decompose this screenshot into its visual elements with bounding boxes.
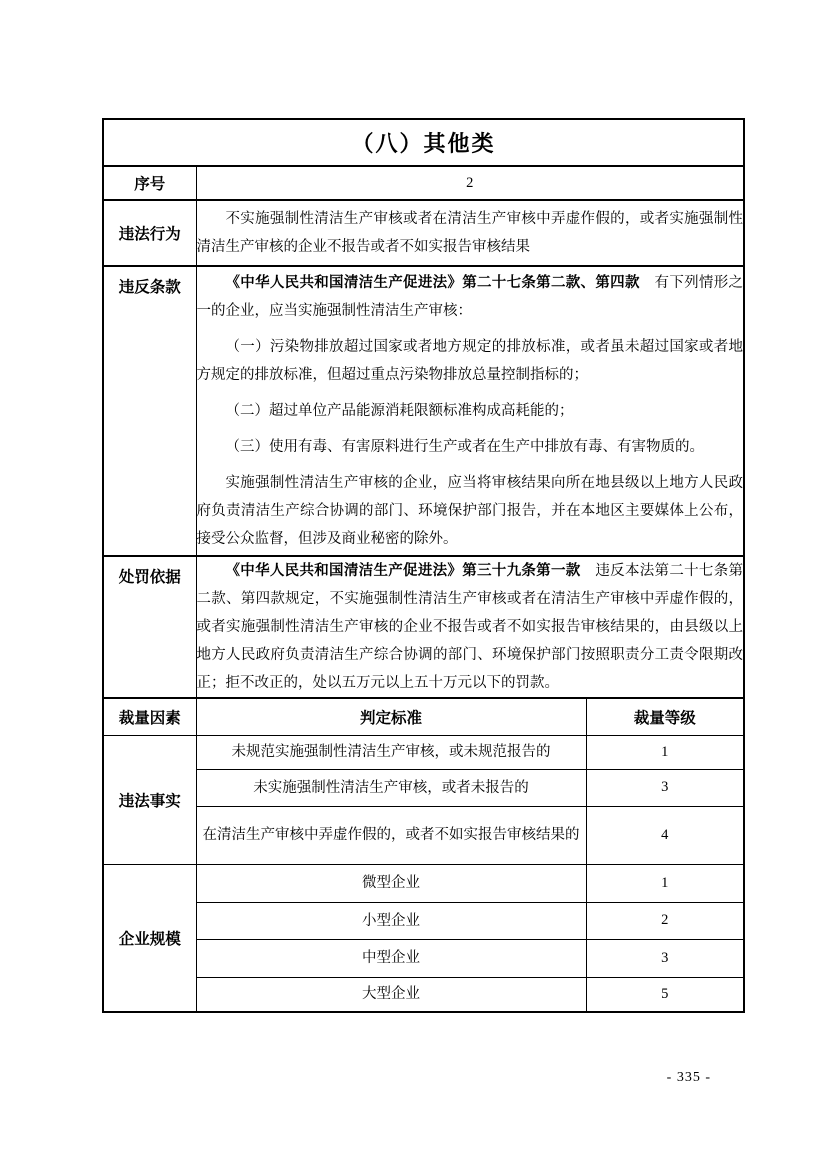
fact-criteria-2: 未实施强制性清洁生产审核，或者未报告的 (196, 769, 586, 806)
enterprise-scale-row-4 (103, 977, 744, 1012)
title-row (103, 119, 744, 166)
scale-level-3: 3 (586, 939, 744, 977)
discretion-standard-table (102, 118, 745, 1013)
fact-level-2: 3 (586, 769, 744, 806)
violated-clause-row (103, 266, 744, 556)
penalty-basis-paragraph (197, 557, 744, 697)
clause-paragraph-4: （三）使用有毒、有害原料进行生产或者在生产中排放有毒、有害物质的。 (225, 439, 704, 455)
criteria-header: 判定标准 (196, 698, 586, 735)
scale-level-2: 2 (586, 902, 744, 939)
scale-level-4: 5 (586, 977, 744, 1012)
illegal-act-label: 违法行为 (103, 200, 196, 266)
illegal-facts-row-2 (103, 769, 744, 806)
fact-level-1: 1 (586, 735, 744, 769)
enterprise-scale-row-1 (103, 864, 744, 902)
illegal-facts-row-3 (103, 806, 744, 864)
level-header: 裁量等级 (586, 698, 744, 735)
penalty-basis-content (196, 556, 744, 698)
violated-clause-content (196, 266, 744, 556)
clause-paragraph-1-text: 有下列情形之一的企业，应当实施强制性清洁生产审核： (196, 275, 743, 319)
violated-clause-label: 违反条款 (103, 266, 196, 556)
fact-criteria-3: 在清洁生产审核中弄虚作假的，或者不如实报告审核结果的 (196, 806, 586, 864)
grid-header-row (103, 698, 744, 735)
scale-criteria-2: 小型企业 (196, 902, 586, 939)
category-title: （八）其他类 (103, 119, 744, 166)
clause-paragraph-2: （一）污染物排放超过国家或者地方规定的排放标准，或者虽未超过国家或者地方规定的排放标准，但超过重点污染物排放总量控制指标的； (196, 339, 743, 383)
law-citation-2: 《中华人民共和国清洁生产促进法》第三十九条第一款 (225, 563, 581, 579)
fact-level-3: 4 (586, 806, 744, 864)
serial-label: 序号 (103, 166, 196, 200)
enterprise-scale-row-3 (103, 939, 744, 977)
illegal-facts-row-1 (103, 735, 744, 769)
penalty-basis-row (103, 556, 744, 698)
illegal-act-content (196, 200, 744, 266)
clause-paragraph-5: 实施强制性清洁生产审核的企业，应当将审核结果向所在地县级以上地方人民政府负责清洁生产综合协调的部门、环境保护部门报告，并在本地区主要媒体上公布，接受公众监督，但涉及商业秘密的除外。 (196, 475, 743, 547)
illegal-act-row (103, 200, 744, 266)
clause-paragraph-3: （二）超过单位产品能源消耗限额标准构成高耗能的； (225, 403, 574, 419)
enterprise-scale-label: 企业规模 (103, 864, 196, 1012)
clause-paragraph-1 (197, 269, 744, 325)
scale-criteria-3: 中型企业 (196, 939, 586, 977)
scale-criteria-4: 大型企业 (196, 977, 586, 1012)
page-number: - 335 - (666, 1070, 711, 1085)
serial-value: 2 (196, 166, 744, 200)
serial-row (103, 166, 744, 200)
illegal-act-text: 不实施强制性清洁生产审核或者在清洁生产审核中弄虚作假的，或者实施强制性清洁生产审核的企业不报告或者不如实报告审核结果 (196, 211, 743, 255)
factor-header: 裁量因素 (103, 698, 196, 735)
scale-level-1: 1 (586, 864, 744, 902)
law-citation-1: 《中华人民共和国清洁生产促进法》第二十七条第二款、第四款 (225, 275, 640, 291)
fact-criteria-1: 未规范实施强制性清洁生产审核，或未规范报告的 (196, 735, 586, 769)
scale-criteria-1: 微型企业 (196, 864, 586, 902)
enterprise-scale-row-2 (103, 902, 744, 939)
penalty-basis-label: 处罚依据 (103, 556, 196, 698)
illegal-facts-label: 违法事实 (103, 735, 196, 864)
penalty-basis-text: 违反本法第二十七条第二款、第四款规定，不实施强制性清洁生产审核或者在清洁生产审核中弄虚作假的，或者实施强制性清洁生产审核的企业不报告或者不如实报告审核结果的，由县级以上地方人民政府负责清洁生产综合协调的部门、环境保护部门按照职责分工责令限期改正；拒不改正的，处以五万元以上五十万元以下的罚款。 (196, 563, 744, 691)
